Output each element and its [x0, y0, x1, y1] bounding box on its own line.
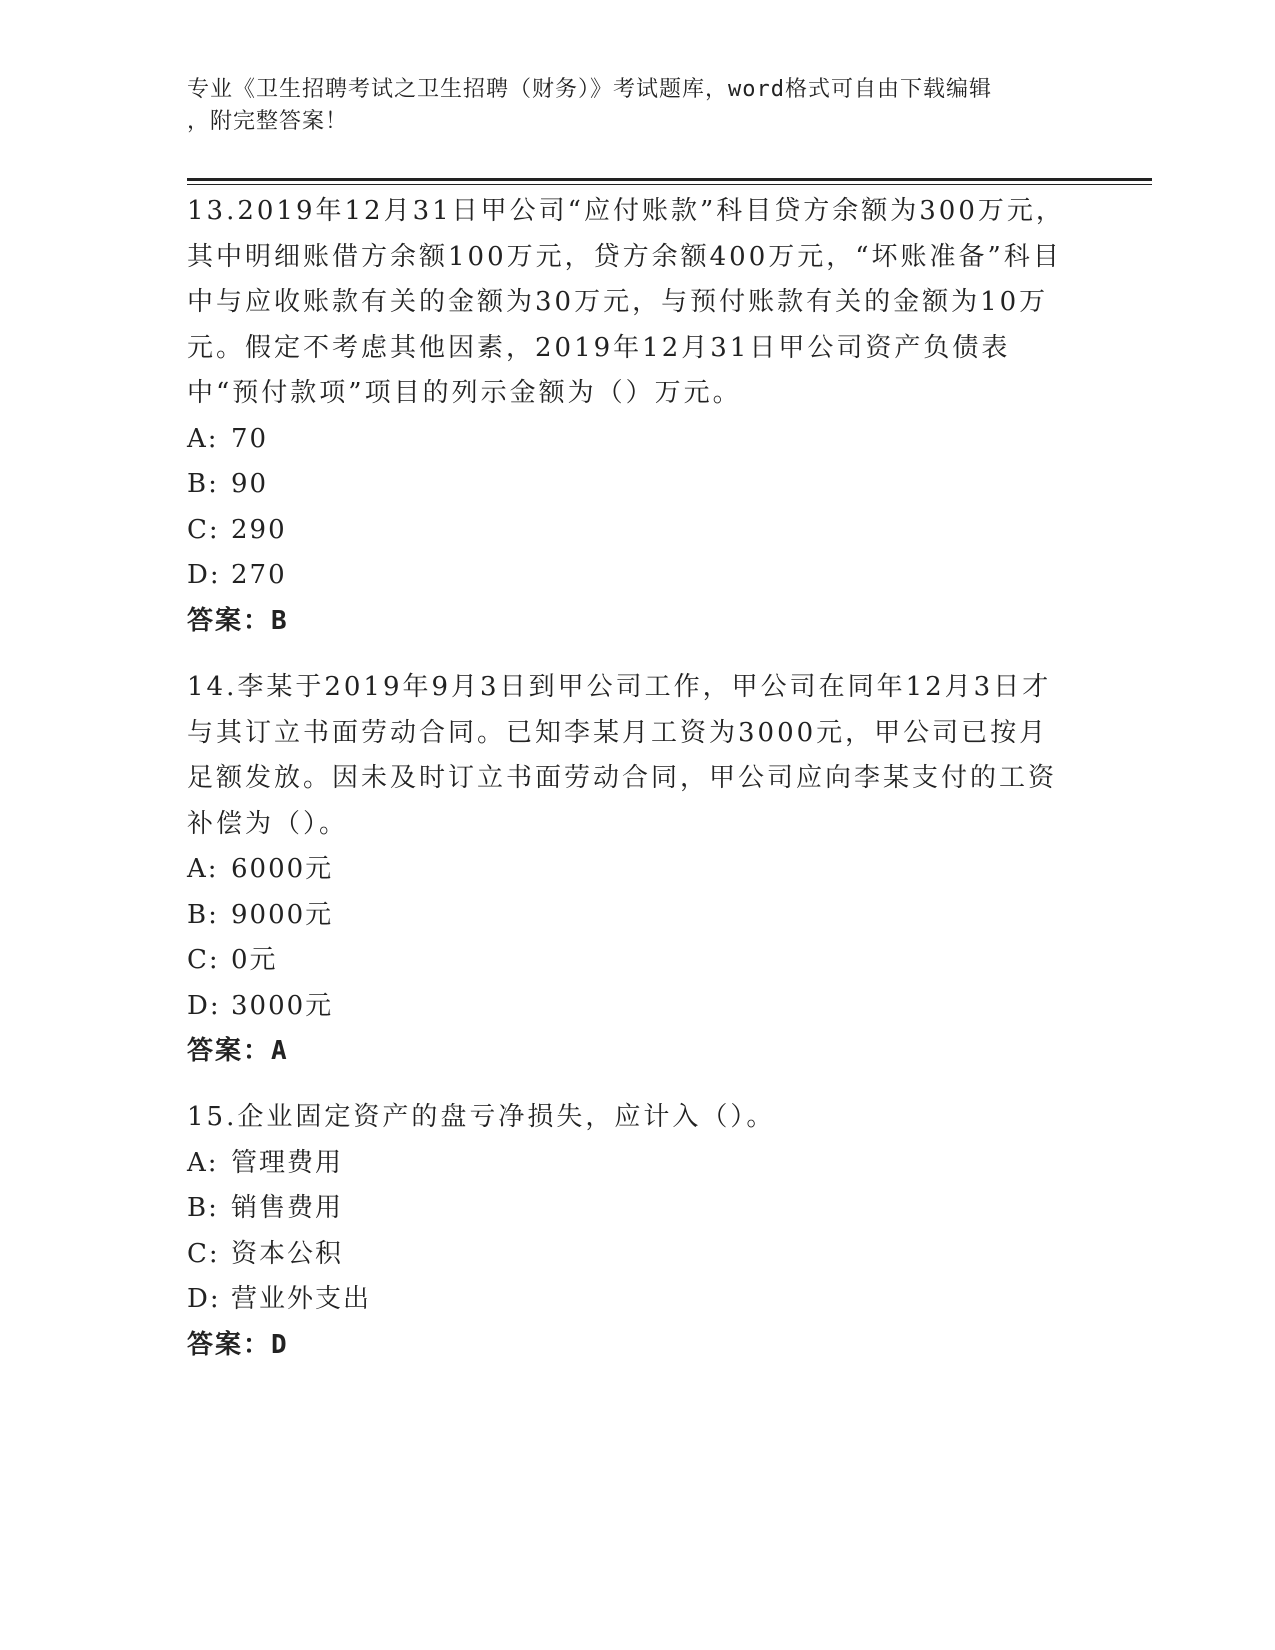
question-13 — [187, 189, 1067, 644]
option-a — [187, 847, 1067, 893]
option-letter: D: — [187, 1284, 221, 1314]
question-stem: 14.李某于2019年9月3日到甲公司工作，甲公司在同年12月3日才与其订立书面劳动合同。已知李某月工资为3000元，甲公司已按月足额发放。因未及时订立书面劳动合同，甲公司应向李某支付的工资补偿为（）。 — [187, 672, 1058, 839]
option-text: 9000元 — [231, 899, 334, 930]
option-text: 90 — [231, 469, 269, 499]
question-15 — [187, 1095, 1067, 1368]
answer-line: 答案：D — [187, 1329, 289, 1360]
option-text: 70 — [231, 423, 269, 454]
option-c — [187, 1232, 1067, 1278]
option-text: 290 — [231, 514, 287, 545]
question-stem: 13.2019年12月31日甲公司“应付账款”科目贷方余额为300万元，其中明细账借方余额100万元，贷方余额400万元，“坏账准备”科目中与应收账款有关的金额为30万元，与预付账款有关的金额为10万元。假定不考虑其他因素，2019年12月31日甲公司资产负债表中“预付款项”项目的列示金额为（）万元。 — [187, 196, 1065, 408]
option-d — [187, 553, 1067, 599]
answer-line: 答案：B — [187, 605, 289, 636]
header-divider-thin — [187, 184, 1152, 185]
document-header — [187, 74, 1067, 138]
option-b — [187, 1186, 1067, 1232]
option-text: 营业外支出 — [231, 1284, 372, 1314]
option-letter: C: — [187, 1238, 220, 1269]
option-c — [187, 508, 1067, 554]
option-letter: C: — [187, 945, 220, 975]
option-letter: D: — [187, 560, 221, 590]
header-divider-thick — [187, 178, 1152, 181]
header-line-2: ，附完整答案！ — [187, 109, 349, 134]
option-letter: B: — [187, 1193, 219, 1223]
option-b — [187, 462, 1067, 508]
option-text: 270 — [231, 560, 287, 590]
option-letter: B: — [187, 899, 219, 930]
option-text: 资本公积 — [231, 1238, 344, 1269]
option-d — [187, 1277, 1067, 1323]
header-line-1: 专业《卫生招聘考试之卫生招聘（财务）》考试题库，word格式可自由下载编辑 — [187, 77, 992, 102]
question-stem: 15.企业固定资产的盘亏净损失，应计入（）。 — [187, 1102, 776, 1132]
option-letter: D: — [187, 990, 221, 1021]
option-letter: B: — [187, 469, 219, 499]
option-d — [187, 984, 1067, 1030]
option-text: 0元 — [231, 945, 278, 975]
option-c — [187, 938, 1067, 984]
option-letter: A: — [187, 1147, 219, 1178]
option-letter: A: — [187, 854, 219, 884]
answer-line: 答案：A — [187, 1036, 289, 1066]
option-letter: C: — [187, 514, 220, 545]
option-b — [187, 893, 1067, 939]
option-text: 销售费用 — [231, 1193, 344, 1223]
option-text: 3000元 — [231, 990, 334, 1021]
option-text: 6000元 — [231, 854, 334, 884]
option-a — [187, 417, 1067, 463]
option-text: 管理费用 — [231, 1147, 344, 1178]
option-letter: A: — [187, 423, 219, 454]
option-a — [187, 1141, 1067, 1187]
question-14 — [187, 665, 1067, 1075]
